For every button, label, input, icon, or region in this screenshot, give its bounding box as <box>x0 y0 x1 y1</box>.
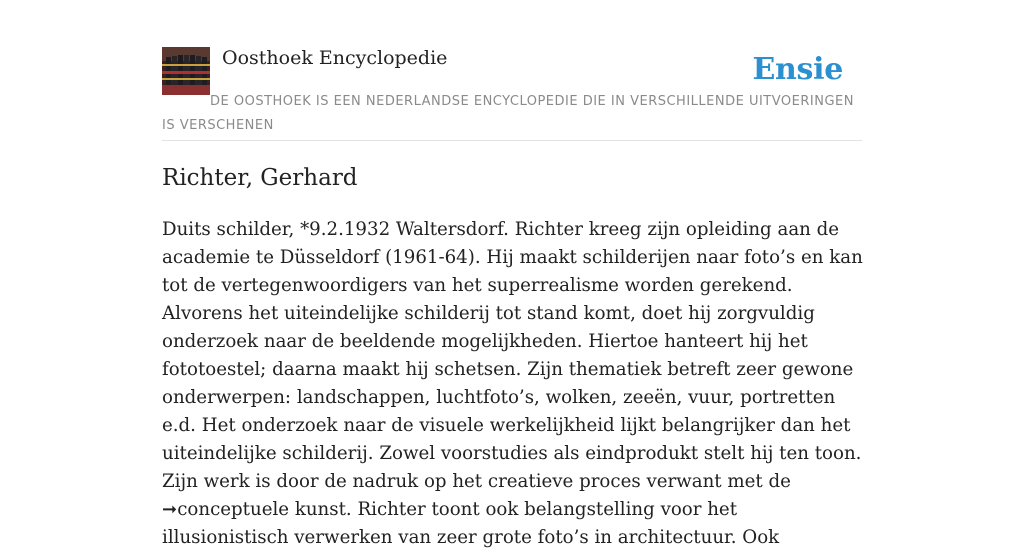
article-title: Richter, Gerhard <box>162 165 358 191</box>
site-header <box>162 46 862 141</box>
encyclopedia-books-icon[interactable] <box>162 47 210 95</box>
article-body: Duits schilder, *9.2.1932 Waltersdorf. Richter kreeg zijn opleiding aan de academie te Düsseldorf (1961-64). Hij maakt schilderijen naar foto’s en kan tot de vertegenwoordigers van het superrealisme worden gerekend. Alvorens het uiteindelijke schilderij tot stand komt, doet hij zorgvuldig onderzoek naar de beeldende mogelijkheden. Hiertoe hanteert hij het fototoestel; daarna maakt hij schetsen. Zijn thematiek betreft zeer gewone onderwerpen: landschappen, luchtfoto’s, wolken, zeeën, vuur, portretten e.d. Het onderzoek naar de visuele werkelijkheid lijkt belangrijker dan het uiteindelijke schilderij. Zowel voorstudies als eindprodukt stelt hij ten toon. Zijn werk is door de nadruk op het creatieve proces verwant met de ➞conceptuele kunst. Richter toont ook belangstelling voor het illusionistisch verwerken van zeer grote foto’s in architectuur. Ook <box>162 219 863 548</box>
site-tagline: DE OOSTHOEK IS EEN NEDERLANDSE ENCYCLOPEDIE DIE IN VERSCHILLENDE UITVOERINGEN IS VERSCHENEN <box>162 94 854 133</box>
brand-logo[interactable]: Ensie <box>752 52 843 87</box>
site-name[interactable]: Oosthoek Encyclopedie <box>222 47 448 69</box>
